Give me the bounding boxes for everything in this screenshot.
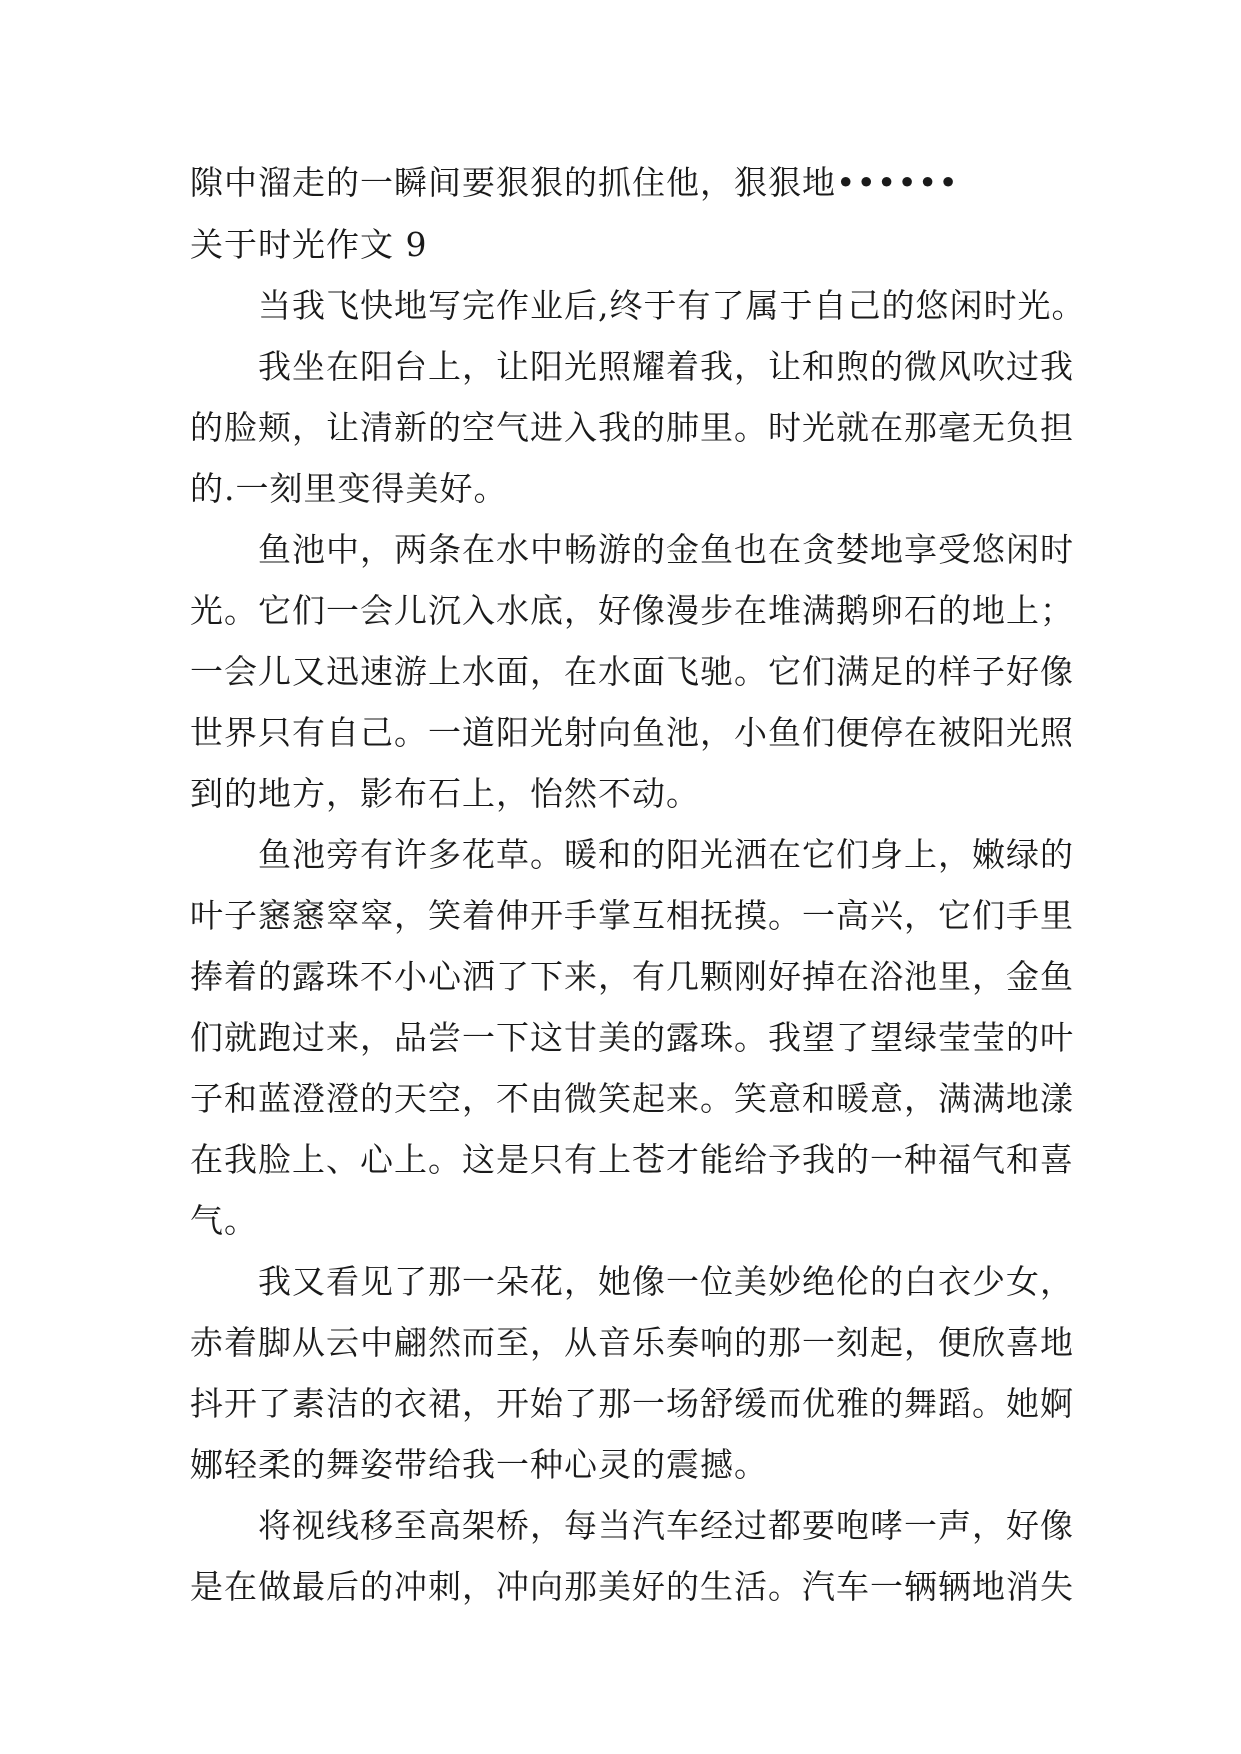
- text-line: 将视线移至高架桥，每当汽车经过都要咆哮一声，好像: [258, 1506, 1074, 1545]
- text-line: 娜轻柔的舞姿带给我一种心灵的震撼。: [190, 1445, 768, 1484]
- text-line: 的脸颊，让清新的空气进入我的肺里。时光就在那毫无负担: [190, 408, 1074, 447]
- text-line: 是在做最后的冲刺，冲向那美好的生活。汽车一辆辆地消失: [190, 1567, 1074, 1606]
- text-line: 抖开了素洁的衣裙，开始了那一场舒缓而优雅的舞蹈。她婀: [190, 1384, 1074, 1423]
- text-line: 一会儿又迅速游上水面，在水面飞驰。它们满足的样子好像: [190, 652, 1074, 691]
- text-line: 鱼池旁有许多花草。暖和的阳光洒在它们身上，嫩绿的: [258, 835, 1074, 874]
- text-line: 到的地方，影布石上，怡然不动。: [190, 774, 700, 813]
- text-line: 赤着脚从云中翩然而至，从音乐奏响的那一刻起，便欣喜地: [190, 1323, 1074, 1362]
- text-line: 鱼池中，两条在水中畅游的金鱼也在贪婪地享受悠闲时: [258, 530, 1074, 569]
- text-line: 的.一刻里变得美好。: [190, 469, 508, 508]
- text-line: 子和蓝澄澄的天空，不由微笑起来。笑意和暖意，满满地漾: [190, 1079, 1074, 1118]
- text-line: 我又看见了那一朵花，她像一位美妙绝伦的白衣少女，: [258, 1262, 1074, 1301]
- text-line: 当我飞快地写完作业后,终于有了属于自己的悠闲时光。: [258, 286, 1086, 325]
- text-line: 捧着的露珠不小心洒了下来，有几颗刚好掉在浴池里，金鱼: [190, 957, 1074, 996]
- text-line: 世界只有自己。一道阳光射向鱼池，小鱼们便停在被阳光照: [190, 713, 1074, 752]
- text-line: 我坐在阳台上，让阳光照耀着我，让和煦的微风吹过我: [258, 347, 1074, 386]
- section-heading: 关于时光作文 9: [190, 225, 428, 264]
- text-line: 气。: [190, 1201, 258, 1240]
- text-line: 在我脸上、心上。这是只有上苍才能给予我的一种福气和喜: [190, 1140, 1074, 1179]
- text-line: 们就跑过来，品尝一下这甘美的露珠。我望了望绿莹莹的叶: [190, 1018, 1074, 1057]
- text-line: 隙中溜走的一瞬间要狠狠的抓住他，狠狠地••••••: [190, 163, 959, 202]
- text-line: 叶子窸窸窣窣，笑着伸开手掌互相抚摸。一高兴，它们手里: [190, 896, 1074, 935]
- text-line: 光。它们一会儿沉入水底，好像漫步在堆满鹅卵石的地上；: [190, 591, 1074, 630]
